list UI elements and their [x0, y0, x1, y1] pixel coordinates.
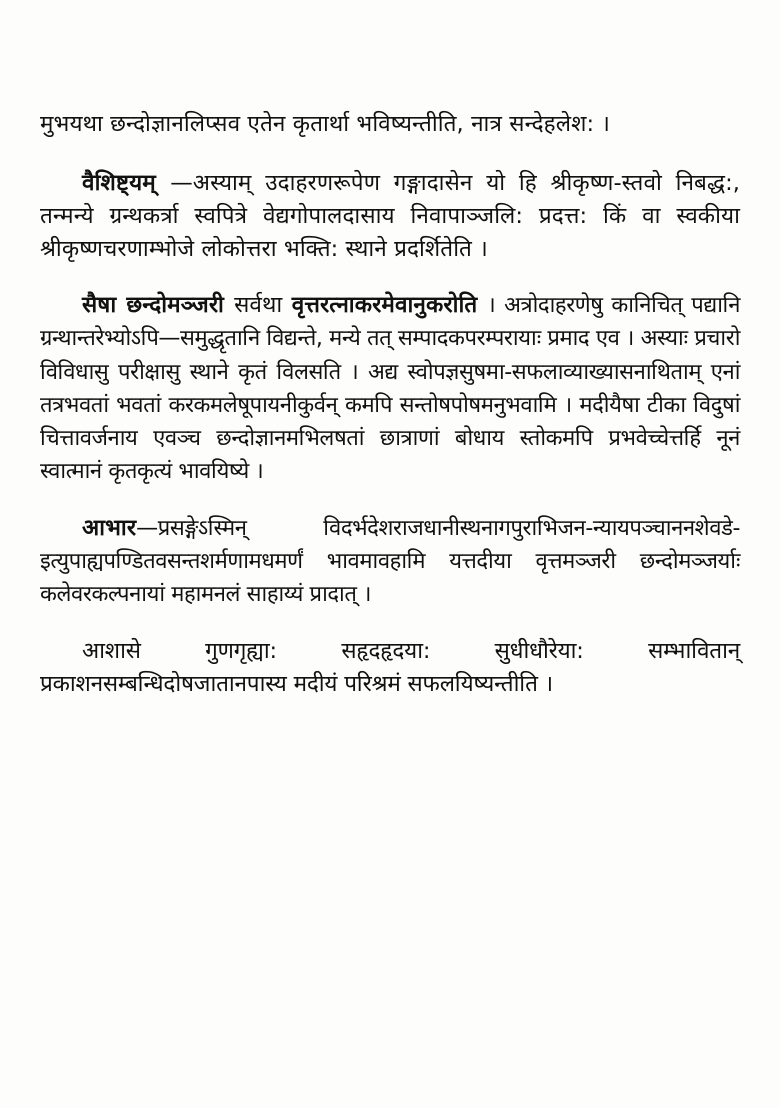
run-sarvatha: सर्वथा — [234, 292, 292, 319]
page-body — [40, 108, 740, 701]
paragraph-abhaar-text: —प्रसङ्गेऽस्मिन् विदर्भदेशराजधानीस्थनागपुराभिजन-न्यायपञ्चाननशेवडे-इत्युपाह्यपण्डितवसन्तशर्मणामधमर्णं भावमावहामि यत्तदीया वृत्तमञ्जरी छन्दोमञ्जर्याः कलेवरकल्पनायां महामनलं साहाय्यं प्रादात् । — [40, 516, 740, 608]
run-vrittaratnakara: वृत्तरत्नाकरमेवानुकरोति — [291, 292, 488, 319]
heading-vaishishtyam: वैशिष्ट्यम् — [82, 169, 171, 196]
paragraph-saisha — [40, 289, 740, 488]
paragraph-vaishishtyam — [40, 167, 740, 266]
paragraph-aashaase-text: आशासे गुणगृह्या: सहृदहृदया: सुधीधौरेया: सम्भावितान् प्रकाशनसम्बन्धिदोषजातानपास्य मदीयं परिश्रमं सफलयिष्यन्तीति । — [40, 638, 740, 698]
heading-abhaar: आभार — [82, 515, 137, 542]
paragraph-abhaar — [40, 512, 740, 611]
paragraph-saisha-text: । अत्रोदाहरणेषु कानिचित् पद्यानि ग्रन्थान्तरेभ्योऽपि—समुद्धृतानि विद्यन्ते, मन्ये तत् सम्पादकपरम्परायाः प्रमाद एव । अस्याः प्रचारो विविधासु परीक्षासु स्थाने कृतं विलसति । अद्य स्वोपज्ञसुषमा-सफलाव्याख्यासनाथिताम् एनां तत्रभवतां भवतां करकमलेषूपायनीकुर्वन् कमपि सन्तोषपोषमनुभवामि । मदीयैषा टीका विदुषां चित्तावर्जनाय एवञ्च छन्दोज्ञानमभिलषतां छात्राणां बोधाय स्तोकमपि प्रभवेच्चेत्तर्हि नूनं स्वात्मानं कृतकृत्यं भावयिष्ये । — [40, 293, 741, 484]
run-saisha-chhandomanjari: सैषा छन्दोमञ्जरी — [82, 292, 235, 319]
paragraph-vaishishtyam-text: —अस्याम् उदाहरणरूपेण गङ्गादासेन यो हि श्रीकृष्ण-स्तवो निबद्ध:, तन्मन्ये ग्रन्थकर्त्रा स्वपित्रे वेद्यगोपालदासाय निवापाञ्जलि: प्रदत्त: किं वा स्वकीया श्रीकृष्णचरणाम्भोजे लोकोत्तरा भक्ति: स्थाने प्रदर्शितेति । — [40, 169, 741, 262]
paragraph-1-text: मुभयथा छन्दोज्ञानलिप्सव एतेन कृतार्था भविष्यन्तीति, नात्र सन्देहलेश: । — [40, 111, 611, 137]
paragraph-1 — [40, 108, 740, 141]
paragraph-aashaase — [40, 635, 740, 701]
